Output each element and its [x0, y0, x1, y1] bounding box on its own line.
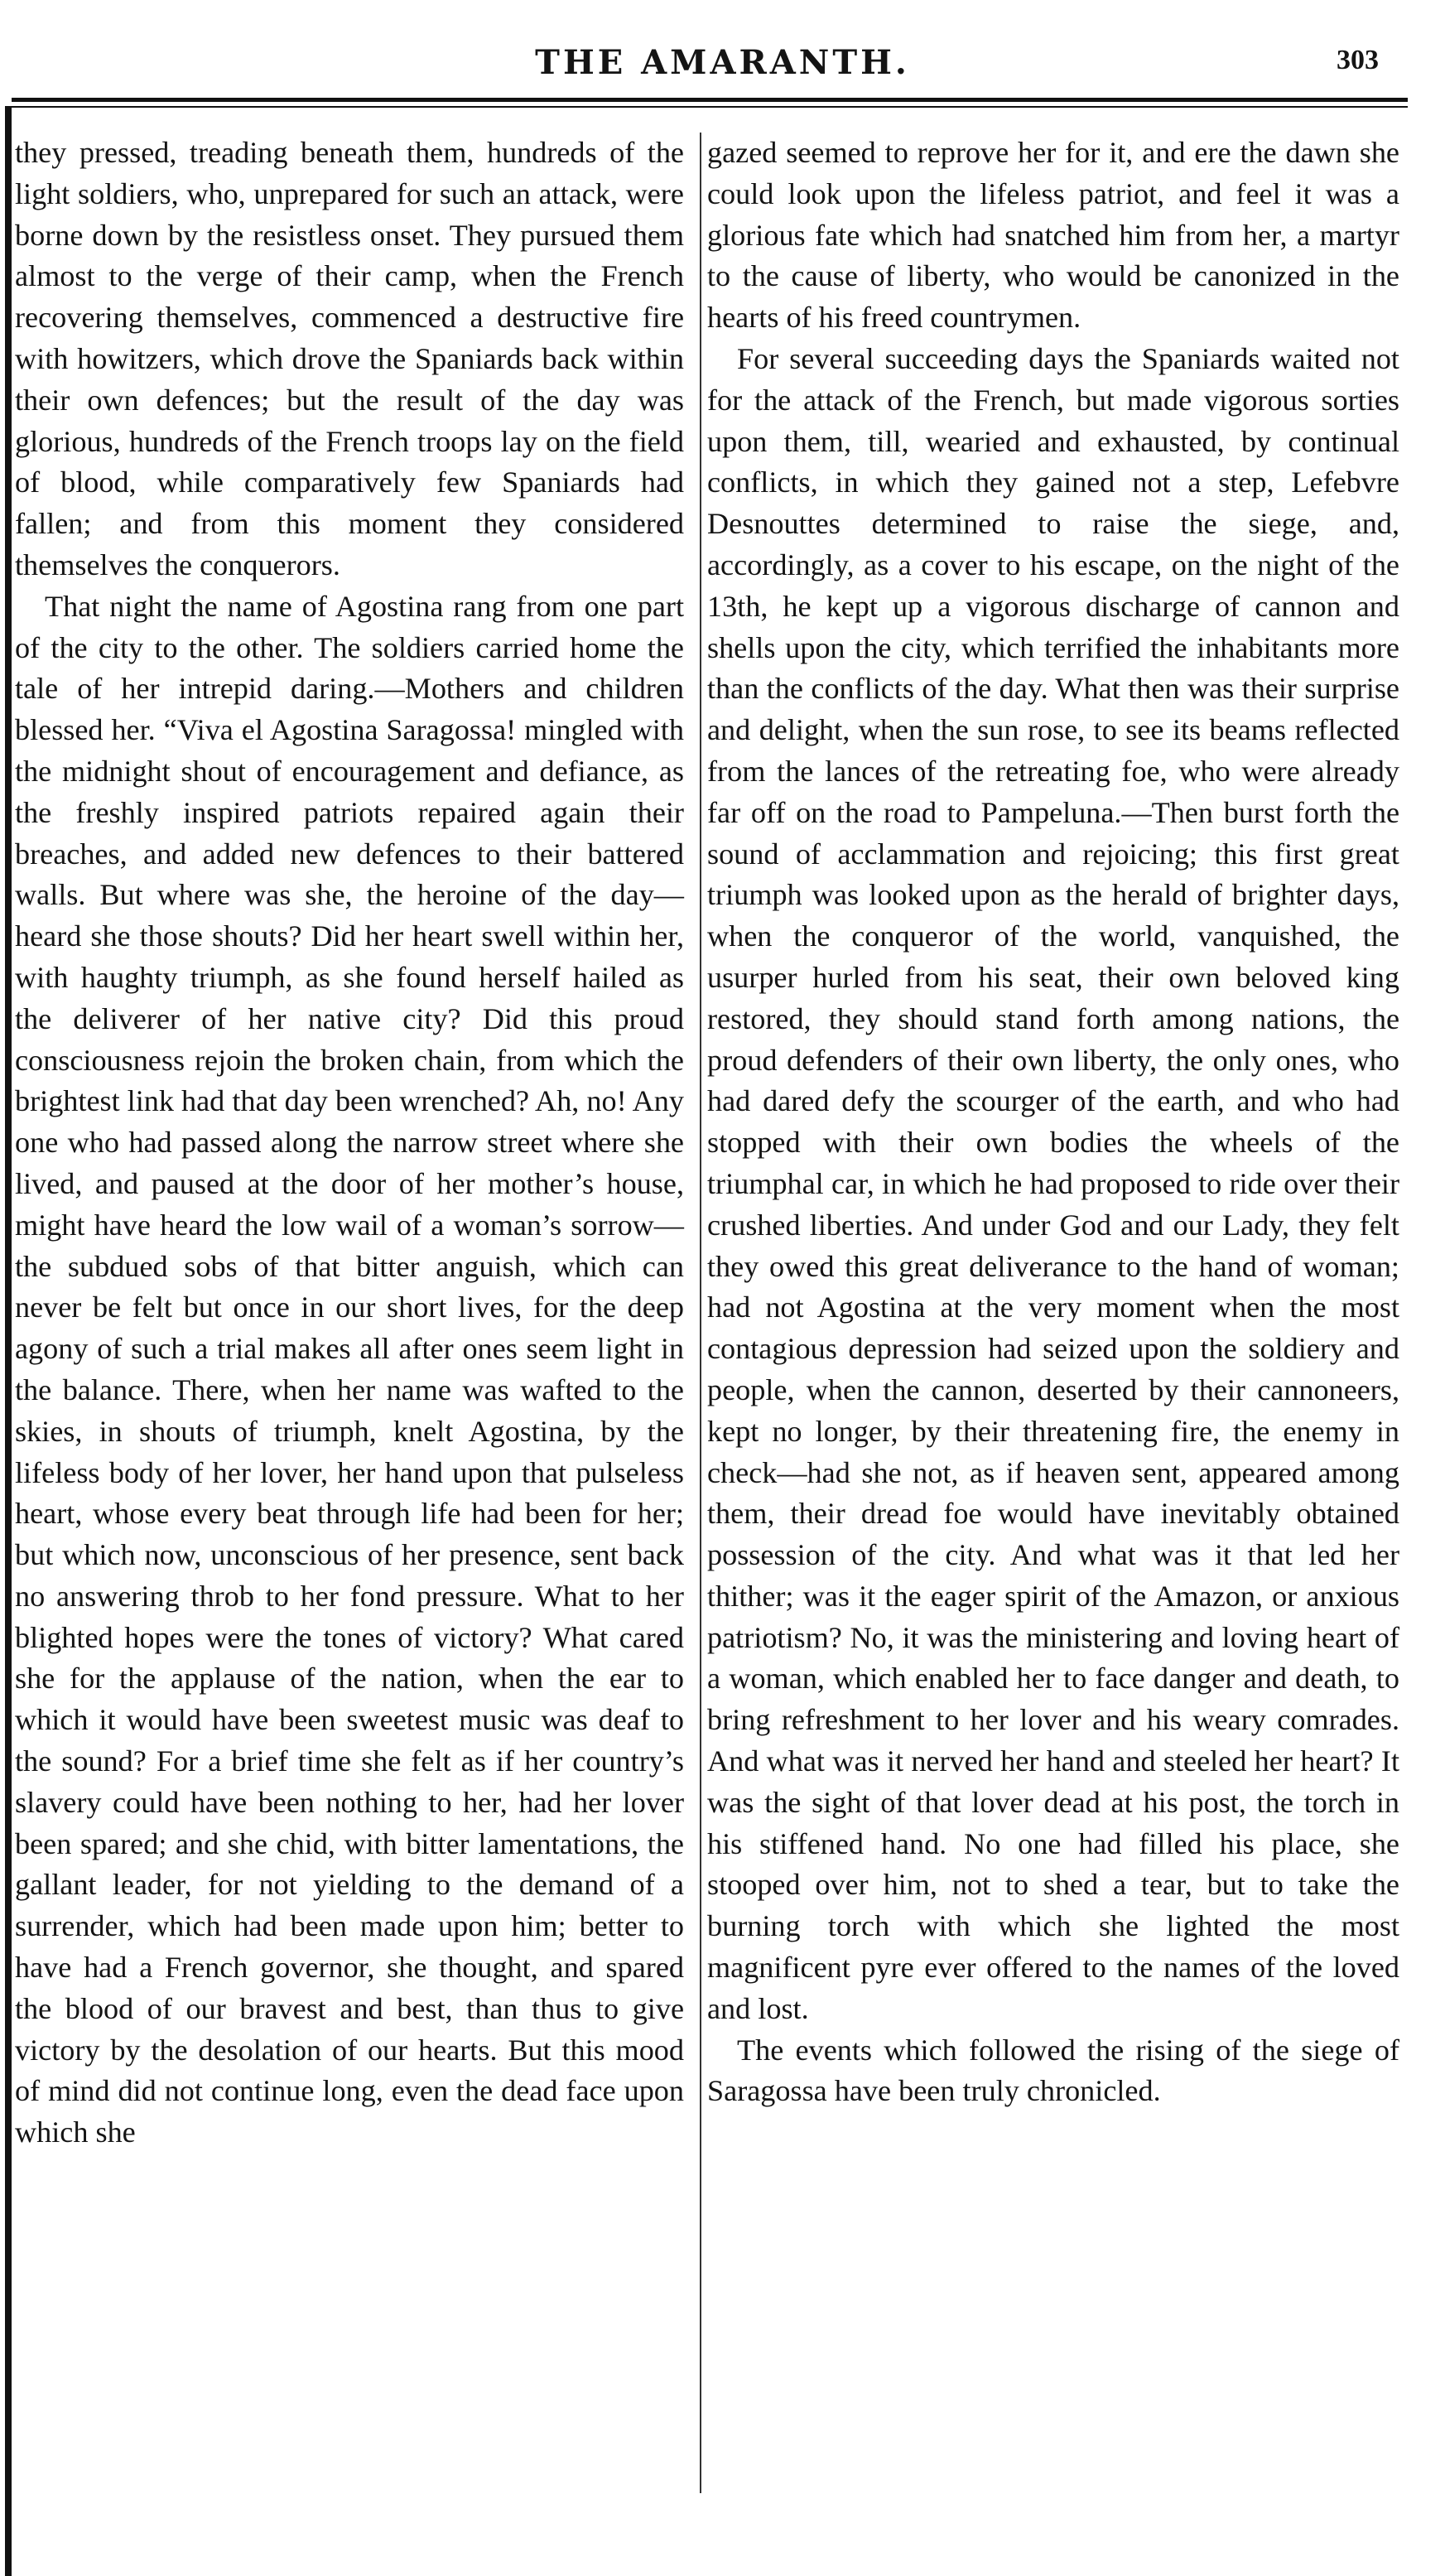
page-number: 303 [1337, 45, 1379, 75]
paragraph: That night the name of Agostina rang from one part of the city to the other. The soldiers carried home the tale of her intrepid daring.—Mothers and children blessed her. “Viva el Agostina Saragossa! mingled with the midnight shout of encouragement and defiance, as the freshly inspired patriots repaired again their breaches, and added new defences to their battered walls. But where was she, the heroine of the day—heard she those shouts? Did her heart swell within her, with haughty triumph, as she found herself hailed as the deliverer of her native city? Did this proud consciousness rejoin the broken chain, from which the brightest link had that day been wrenched? Ah, no! Any one who had passed along the narrow street where she lived, and paused at the door of her mother’s house, might have heard the low wail of a woman’s sorrow—the subdued sobs of that bitter anguish, which can never be felt but once in our short lives, for the deep agony of such a trial makes all after ones seem light in the balance. There, when her name was wafted to the skies, in shouts of triumph, knelt Agostina, by the lifeless body of her lover, her hand upon that pulseless heart, whose every beat through life had been for her; but which now, unconscious of her presence, sent back no answering throb to her fond pressure. What to her blighted hopes were the tones of victory? What cared she for the applause of the nation, when the ear to which it would have been sweetest music was deaf to the sound? For a brief time she felt as if her country’s slavery could have been nothing to her, had her lover been spared; and she chid, with bitter lamentations, the gallant leader, for not yielding to the demand of a surrender, which had been made upon him; better to have had a French governor, she thought, and spared the blood of our bravest and best, than thus to give victory by the desolation of our hearts. But this mood of mind did not continue long, even the dead face upon which she [15, 589, 684, 2149]
left-column [15, 133, 684, 2154]
paragraph: they pressed, treading beneath them, hundreds of the light soldiers, who, unprepared for such an attack, were borne down by the resistless onset. They pursued them almost to the verge of their camp, when the French recovering themselves, commenced a destructive fire with howitzers, which drove the Spaniards back within their own defences; but the result of the day was glorious, hundreds of the French troops lay on the field of blood, while comparatively few Spaniards had fallen; and from this moment they considered themselves the conquerors. [15, 136, 684, 581]
header-rule-thick [12, 98, 1408, 102]
paragraph: The events which followed the rising of the siege of Saragossa have been truly chronicled. [707, 2033, 1399, 2108]
paragraph: For several succeeding days the Spaniards waited not for the attack of the French, but made vigorous sorties upon them, till, wearied and exhausted, by continual conflicts, in which they gained not a step, Lefebvre Desnouttes determined to raise the siege, and, accordingly, as a cover to his escape, on the night of the 13th, he kept up a vigorous discharge of cannon and shells upon the city, which terrified the inhabitants more than the conflicts of the day. What then was their surprise and delight, when the sun rose, to see its beams reflected from the lances of the retreating foe, who were already far off on the road to Pampeluna.—Then burst forth the sound of acclammation and rejoicing; this first great triumph was looked upon as the herald of brighter days, when the conqueror of the world, vanquished, the usurper hurled from his seat, their own beloved king restored, they should stand forth among nations, the proud defenders of their own liberty, the only ones, who had dared defy the scourger of the earth, and who had stopped with their own bodies the wheels of the triumphal car, in which he had proposed to ride over their crushed liberties. And under God and our Lady, they felt they owed this great deliverance to the hand of woman; had not Agostina at the very moment when the most contagious depression had seized upon the soldiery and people, when the cannon, deserted by their cannoneers, kept no longer, by their threatening fire, the enemy in check—had she not, as if heaven sent, appeared among them, their dread foe would have inevitably obtained possession of the city. And what was it that led her thither; was it the eager spirit of the Amazon, or anxious patriotism? No, it was the ministering and loving heart of a woman, which enabled her to face danger and death, to bring refreshment to her lover and his weary comrades. And what was it nerved her hand and steeled her heart? It was the sight of that lover dead at his post, the torch in his stiffened hand. No one had filled his place, she stooped over him, not to shed a tear, but to take the burning torch with which she lighted the most magnificent pyre ever offered to the names of the loved and lost. [707, 341, 1399, 2025]
paragraph: gazed seemed to reprove her for it, and ere the dawn she could look upon the lifeless patriot, and feel it was a glorious fate which had snatched him from her, a martyr to the cause of liberty, who would be canonized in the hearts of his freed countrymen. [707, 136, 1399, 335]
page-header [12, 36, 1433, 86]
header-rule-thin [12, 106, 1408, 108]
running-title: THE AMARANTH. [535, 43, 910, 82]
right-column [707, 133, 1399, 2112]
column-divider [700, 133, 701, 2493]
left-margin-bar [5, 106, 12, 2576]
